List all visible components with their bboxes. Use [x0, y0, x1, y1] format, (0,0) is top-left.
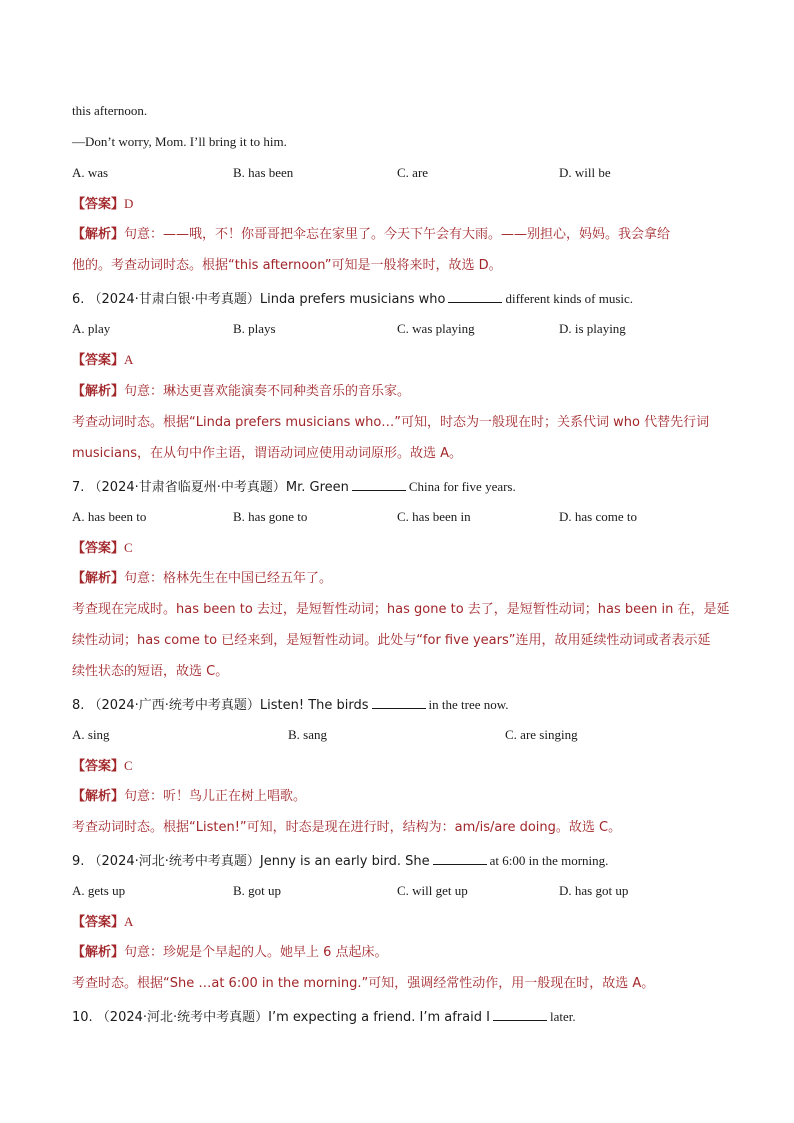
q9-blank [433, 852, 487, 865]
q9-option-d: D. has got up [559, 883, 629, 898]
analysis-label: 【解析】 [72, 571, 125, 586]
q9-answer-value: A [124, 914, 134, 929]
q8-option-b: B. sang [288, 727, 327, 742]
q7-analysis-line-1 [72, 571, 332, 587]
q5-dialog-reply: —Don’t worry, Mom. I’ll bring it to him. [72, 134, 287, 149]
q9-stem [72, 852, 608, 870]
q7-stem-a: 7. （2024·甘肃省临夏州·中考真题）Mr. Green [72, 480, 349, 495]
q8-option-a: A. sing [72, 727, 110, 742]
q6-answer-value: A [124, 352, 134, 367]
q5-answer-value: D [124, 196, 134, 211]
q6-option-d: D. is playing [559, 321, 626, 336]
answer-label: 【答案】 [72, 353, 125, 368]
q6-stem-a: 6. （2024·甘肃白银·中考真题）Linda prefers musicians who [72, 292, 446, 307]
q8-blank [372, 696, 426, 709]
analysis-label: 【解析】 [72, 945, 125, 960]
q5-option-a: A. was [72, 165, 109, 180]
q7-analysis-line-4: 续性状态的短语，故选 C。 [72, 664, 229, 679]
q7-blank [352, 478, 406, 491]
q7-answer [72, 540, 133, 557]
q9-answer [72, 914, 133, 931]
q5-option-c: C. are [397, 165, 429, 180]
q9-option-a: A. gets up [72, 883, 126, 898]
q5-analysis-line-2: 他的。考查动词时态。根据“this afternoon”可知是一般将来时，故选 D。 [72, 258, 502, 273]
q6-stem-b: different kinds of music. [505, 291, 634, 306]
q9-option-b: B. got up [233, 883, 282, 898]
q5-answer [72, 196, 133, 213]
q6-analysis-line-2: 考查动词时态。根据“Linda prefers musicians who…”可知，时态为一般现在时；关系代词 who 代替先行词 [72, 415, 710, 430]
q7-analysis-text-1: 句意：格林先生在中国已经五年了。 [124, 571, 333, 586]
q6-analysis-line-1 [72, 384, 410, 400]
q7-answer-value: C [124, 540, 133, 555]
q9-stem-a: 9. （2024·河北·统考中考真题）Jenny is an early bird. She [72, 854, 430, 869]
q6-option-b: B. plays [233, 321, 276, 336]
q7-analysis-line-3: 续性动词；has come to 已经来到，是短暂性动词。此处与“for five years”连用，故用延续性动词或者表示延 [72, 633, 711, 648]
q8-answer [72, 758, 133, 775]
analysis-label: 【解析】 [72, 227, 125, 242]
q9-analysis-line-2: 考查时态。根据“She …at 6:00 in the morning.”可知，强调经常性动作，用一般现在时，故选 A。 [72, 976, 655, 991]
q7-stem-b: China for five years. [408, 479, 516, 494]
q7-analysis-line-2: 考查现在完成时。has been to 去过，是短暂性动词；has gone to 去了，是短暂性动词；has been in 在，是延 [72, 602, 730, 617]
q10-stem [72, 1008, 576, 1026]
q6-answer [72, 352, 133, 369]
q9-analysis-line-1 [72, 945, 388, 961]
q8-stem-b: in the tree now. [428, 697, 509, 712]
q6-stem [72, 290, 633, 308]
q9-analysis-text-1: 句意：珍妮是个早起的人。她早上 6 点起床。 [124, 945, 388, 960]
q5-analysis-text-1: 句意：——哦，不！你哥哥把伞忘在家里了。今天下午会有大雨。——别担心，妈妈。我会拿给 [124, 227, 671, 242]
q7-option-a: A. has been to [72, 509, 147, 524]
q6-analysis-line-3: musicians，在从句中作主语，谓语动词应使用动词原形。故选 A。 [72, 446, 463, 461]
q10-stem-a: 10. （2024·河北·统考中考真题）I’m expecting a friend. I’m afraid I [72, 1010, 490, 1025]
q5-stem-end: this afternoon. [72, 103, 148, 118]
q7-option-d: D. has come to [559, 509, 637, 524]
q7-option-c: C. has been in [397, 509, 471, 524]
answer-label: 【答案】 [72, 197, 125, 212]
q6-option-c: C. was playing [397, 321, 475, 336]
q10-blank [493, 1008, 547, 1021]
analysis-label: 【解析】 [72, 384, 125, 399]
q5-option-b: B. has been [233, 165, 294, 180]
q6-blank [448, 290, 502, 303]
q9-stem-b: at 6:00 in the morning. [489, 853, 609, 868]
answer-label: 【答案】 [72, 541, 125, 556]
q10-stem-b: later. [549, 1009, 576, 1024]
answer-label: 【答案】 [72, 915, 125, 930]
q7-option-b: B. has gone to [233, 509, 308, 524]
q5-option-d: D. will be [559, 165, 611, 180]
q5-analysis-line-1 [72, 227, 670, 243]
q9-option-c: C. will get up [397, 883, 468, 898]
q8-answer-value: C [124, 758, 133, 773]
q8-option-c: C. are singing [505, 727, 578, 742]
answer-label: 【答案】 [72, 759, 125, 774]
q8-analysis-line-2: 考查动词时态。根据“Listen!”可知，时态是现在进行时，结构为：am/is/are doing。故选 C。 [72, 820, 622, 835]
q6-option-a: A. play [72, 321, 111, 336]
q7-stem [72, 478, 516, 496]
q8-analysis-text-1: 句意：听！鸟儿正在树上唱歌。 [124, 789, 307, 804]
q8-stem [72, 696, 509, 714]
q6-analysis-text-1: 句意：琳达更喜欢能演奏不同种类音乐的音乐家。 [124, 384, 411, 399]
q8-stem-a: 8. （2024·广西·统考中考真题）Listen! The birds [72, 698, 369, 713]
q8-analysis-line-1 [72, 789, 306, 805]
analysis-label: 【解析】 [72, 789, 125, 804]
